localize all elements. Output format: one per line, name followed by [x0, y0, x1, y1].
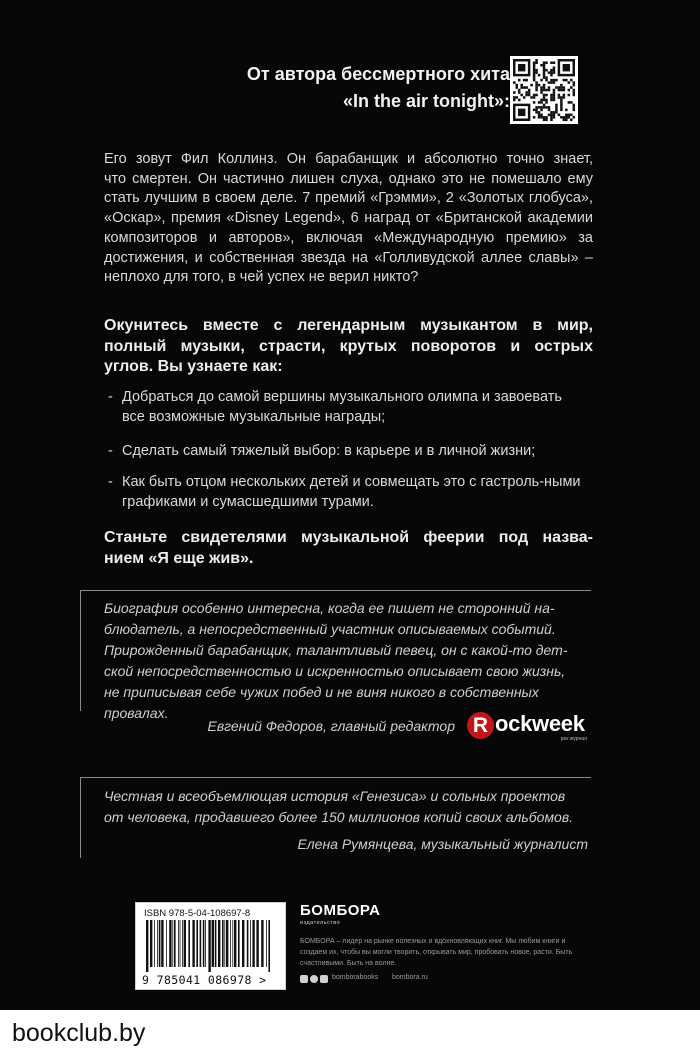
quote-line: не приписывая себе чужих побед и не виня никого в собственных — [104, 684, 539, 700]
lead-line: полный музыки, страсти, крутых поворотов и острых — [104, 337, 593, 355]
rockweek-tagline: рок журнал — [560, 736, 587, 742]
intro-line: композиторов и авторов», включая «Международную премию» за — [104, 229, 593, 246]
vk-icon — [300, 975, 308, 983]
publisher-site: bombora.ru — [392, 974, 428, 981]
list-item — [108, 387, 583, 429]
closing-line: нием «Я еще жив». — [104, 549, 254, 567]
quote-attribution-fedorov: Евгений Федоров, главный редактор — [207, 718, 455, 734]
intro-line: достижения, и собственная звезда на «Голливудской аллее славы» – — [104, 249, 593, 266]
publisher-subtitle: издательство — [300, 920, 341, 926]
bullet-dash: - — [108, 389, 113, 405]
site-watermark: bookclub.by — [12, 1019, 146, 1047]
intro-line: «Оскар», премия «Disney Legend», 6 наград от «Британской академии — [104, 210, 593, 227]
quote-fedorov — [104, 598, 592, 724]
publisher-logo: БОМБОРА — [300, 902, 381, 919]
isbn-barcode — [135, 902, 286, 990]
barcode-number: 9 785041 086978 > — [142, 973, 267, 987]
list-item — [108, 472, 583, 514]
header-line-1: От автора бессмертного хита — [246, 64, 510, 84]
closing-paragraph — [104, 528, 593, 569]
quote-line: Честная и всеобъемлющая история «Генезиса» и сольных проектов — [104, 788, 566, 804]
qr-code-icon — [510, 56, 578, 124]
quote-attribution-rumyantseva: Елена Румянцева, музыкальный журналист — [297, 836, 588, 852]
quote-line: ской непосредственностью и искренностью описывает свою жизнь, — [104, 663, 566, 679]
social-handle: bomborabooks — [332, 974, 379, 981]
bullet-text: Сделать самый тяжелый выбор: в карьере и в личной жизни; — [122, 443, 536, 459]
bullet-text: Добраться до самой вершины музыкального олимпа и завоевать все возможные музыкальные награды; — [122, 389, 562, 425]
rockweek-logo-letter: R — [467, 712, 494, 739]
bullet-dash: - — [108, 474, 113, 490]
bullet-text: Как быть отцом нескольких детей и совмещать это с гастроль-ными графиками и сумасшедшими турами. — [122, 474, 581, 510]
quote-line: провалах. — [104, 705, 169, 721]
intro-line: стать лучшим в своем деле. 7 премий «Грэмми», 2 «Золотых глобуса», — [104, 190, 593, 207]
lead-line: Окунитесь вместе с легендарным музыкантом в мир, — [104, 317, 593, 334]
intro-paragraph — [104, 150, 593, 288]
bullet-dash: - — [108, 443, 113, 459]
publisher-description: БОМБОРА – лидер на рынке полезных и вдохновляющих книг. Мы любим книги и создаем их, чтобы вы могли творить, открывать мир, пробовать новое, расти. Быть счастливыми. Быть на волне. — [300, 938, 573, 967]
intro-line: неплохо для того, в чей успех не верил никто? — [104, 269, 419, 286]
lead-paragraph — [104, 316, 593, 378]
quote-line: от человека, продавшего более 150 миллионов копий своих альбомов. — [104, 809, 574, 825]
header-line-2: «In the air tonight»: — [342, 91, 510, 111]
barcode-icon — [144, 920, 277, 972]
intro-line: Его зовут Фил Коллинз. Он барабанщик и абсолютно точно знает, — [104, 151, 593, 167]
intro-line: что смертен. Он частично лишен слуха, однако это не помешало ему — [104, 170, 593, 187]
list-item — [108, 441, 583, 463]
isbn-text: ISBN 978-5-04-108697-8 — [144, 908, 251, 919]
closing-line: Станьте свидетелями музыкальной феерии под назва- — [104, 529, 593, 546]
instagram-icon — [310, 975, 318, 983]
rockweek-logo — [467, 709, 587, 743]
quote-line: блюдатель, а непосредственный участник описываемых событий. — [104, 621, 556, 637]
rockweek-logo-text: ockweek — [495, 711, 585, 736]
lead-line: углов. Вы узнаете как: — [104, 358, 283, 375]
quote-rumyantseva — [104, 786, 592, 828]
quote-line: Прирожденный барабанщик, талантливый певец, он с какой-то дет- — [104, 642, 568, 658]
quote-line: Биография особенно интересна, когда ее пишет не сторонний на- — [104, 600, 555, 616]
facebook-icon — [320, 975, 328, 983]
